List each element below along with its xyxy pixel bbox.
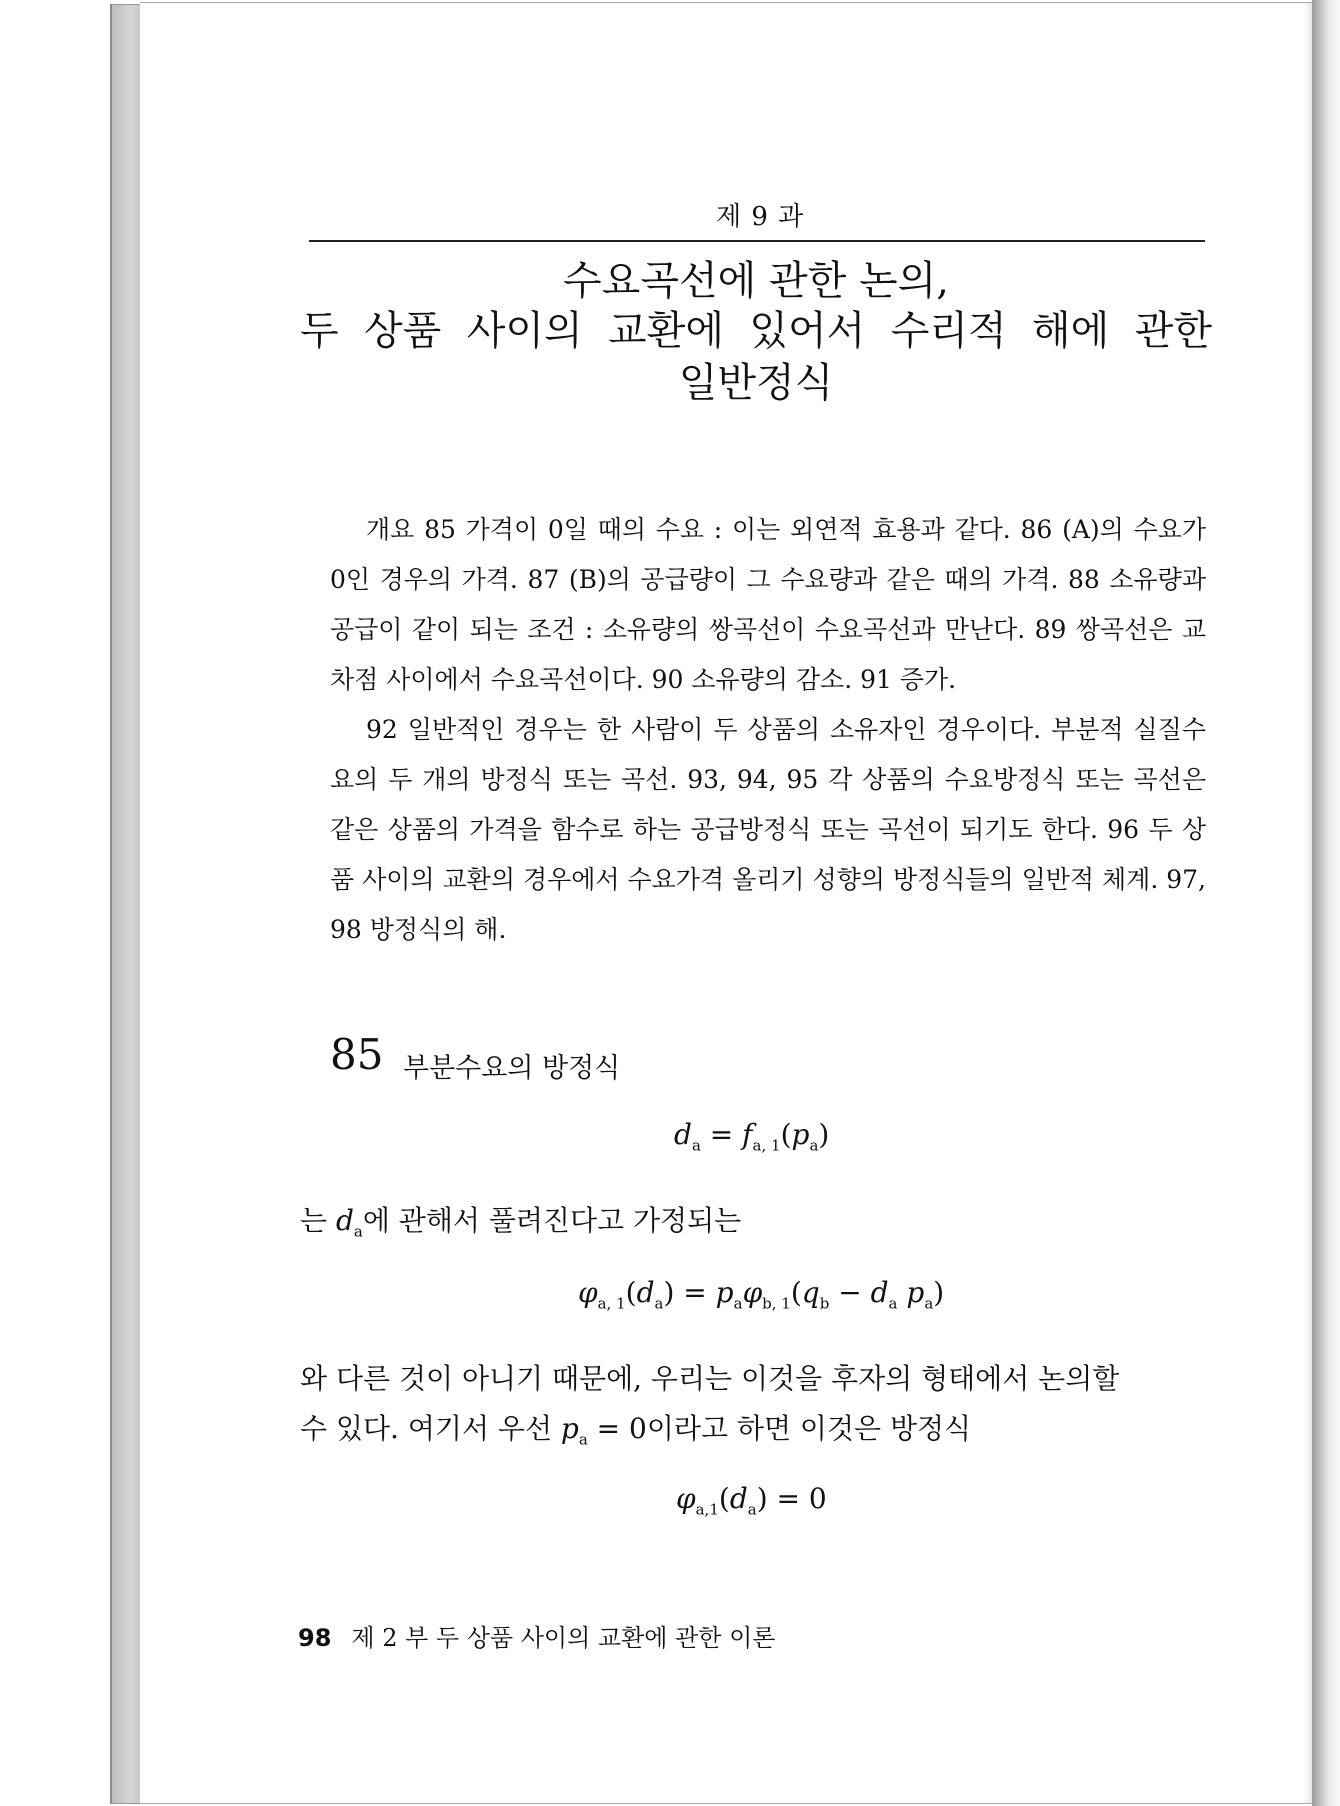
eq2-minus: − bbox=[829, 1276, 871, 1309]
equation-phi-relation bbox=[578, 1276, 944, 1313]
chapter-summary bbox=[330, 505, 1206, 955]
eq2-close2: ) bbox=[933, 1276, 945, 1309]
eq2-phi1: φ bbox=[578, 1276, 598, 1309]
eq1-equals: = bbox=[700, 1118, 743, 1151]
body-paragraph-1 bbox=[300, 1196, 1206, 1257]
eq2-open1: ( bbox=[625, 1276, 637, 1309]
title-line-2: 두 상품 사이의 교환에 있어서 수리적 해에 관한 bbox=[300, 308, 1212, 354]
equation-phi-zero bbox=[676, 1482, 827, 1519]
running-footer-part: 제 2 부 두 상품 사이의 교환에 관한 이론 bbox=[351, 1624, 776, 1652]
eq2-phi2-sub: b, 1 bbox=[762, 1294, 791, 1313]
eq1-lhs-sub: a bbox=[691, 1136, 701, 1155]
p2-var: p bbox=[560, 1412, 579, 1445]
summary-paragraph-2: 92 일반적인 경우는 한 사람이 두 상품의 소유자인 경우이다. 부분적 실질수요의 두 개의 방정식 또는 곡선. 93, 94, 95 각 상품의 수요방정식 또는 곡선은 같은 상품의 가격을 함수로 하는 공급방정식 또는 곡선이 되기도 한다. 96 두 상품 사이의 교환의 경우에서 수요가격 올리기 성향의 방정식들의 일반적 체계. 97, 98 방정식의 해. bbox=[330, 715, 1206, 944]
p2-line2-pre: 수 있다. 여기서 우선 bbox=[300, 1412, 561, 1445]
eq2-equals: = bbox=[674, 1276, 716, 1309]
summary-paragraph-1: 개요 85 가격이 0일 때의 수요 : 이는 외연적 효용과 같다. 86 (A)의 수요가 0인 경우의 가격. 87 (B)의 공급량이 그 수요량과 같은 때의 가격. 88 소유량과 공급이 같이 되는 조건 : 소유량의 쌍곡선이 수요곡선과 만난다. 89 쌍곡선은 교차점 사이에서 수요곡선이다. 90 소유량의 감소. 91 증가. bbox=[330, 515, 1206, 694]
p1-post: 에 관해서 풀려진다고 가정되는 bbox=[362, 1204, 742, 1237]
eq2-d2-sub: a bbox=[888, 1294, 898, 1313]
title-line-3: 일반정식 bbox=[678, 360, 834, 406]
title-line-1: 수요곡선에 관한 논의, bbox=[563, 258, 949, 304]
page-number: 98 bbox=[298, 1624, 332, 1652]
eq1-open: ( bbox=[780, 1118, 792, 1151]
eq3-open: ( bbox=[718, 1482, 730, 1515]
eq2-open2: ( bbox=[790, 1276, 802, 1309]
eq2-p2-sub: a bbox=[924, 1294, 934, 1313]
equation-demand-function bbox=[674, 1118, 829, 1155]
eq2-p: p bbox=[715, 1276, 734, 1309]
body-paragraph-2 bbox=[300, 1354, 1206, 1465]
eq1-arg: p bbox=[791, 1118, 810, 1151]
eq2-d2: d bbox=[870, 1276, 889, 1309]
eq2-d: d bbox=[636, 1276, 655, 1309]
body-line-1 bbox=[300, 1196, 1206, 1257]
eq2-phi1-sub: a, 1 bbox=[597, 1294, 626, 1313]
eq3-phi-sub: a,1 bbox=[695, 1500, 719, 1519]
p1-pre: 는 bbox=[300, 1204, 336, 1237]
eq1-fn: f bbox=[742, 1118, 753, 1151]
chapter-label: 제 9 과 bbox=[716, 202, 805, 232]
body-line-2: 와 다른 것이 아니기 때문에, 우리는 이것을 후자의 형태에서 논의할 bbox=[300, 1362, 1120, 1395]
eq3-close: ) bbox=[756, 1482, 768, 1515]
p1-var-sub: a bbox=[353, 1222, 363, 1241]
eq2-d-sub: a bbox=[654, 1294, 664, 1313]
eq3-rhs: = 0 bbox=[767, 1482, 827, 1515]
eq1-arg-sub: a bbox=[809, 1136, 819, 1155]
eq1-fn-sub: a, 1 bbox=[752, 1136, 781, 1155]
p1-var: d bbox=[335, 1204, 354, 1237]
eq2-phi2: φ bbox=[742, 1276, 763, 1309]
section-number: 85 bbox=[330, 1030, 384, 1079]
eq3-d-sub: a bbox=[747, 1500, 757, 1519]
book-spine-edge bbox=[110, 4, 142, 1804]
section-title: 부분수요의 방정식 bbox=[403, 1053, 621, 1084]
eq2-q-sub: b bbox=[819, 1294, 830, 1313]
page-footer bbox=[298, 1618, 775, 1653]
body-line-3 bbox=[300, 1404, 1206, 1465]
eq1-close: ) bbox=[818, 1118, 830, 1151]
eq2-q: q bbox=[801, 1276, 820, 1309]
page-shadow bbox=[1312, 0, 1340, 1806]
eq2-close1: ) bbox=[663, 1276, 675, 1309]
eq1-lhs: d bbox=[674, 1118, 692, 1151]
p2-line2-post: = 0이라고 하면 이것은 방정식 bbox=[587, 1412, 972, 1445]
p2-var-sub: a bbox=[578, 1430, 588, 1449]
eq2-p-sub: a bbox=[733, 1294, 743, 1313]
eq3-d: d bbox=[729, 1482, 748, 1515]
eq3-phi: φ bbox=[676, 1482, 696, 1515]
header-rule bbox=[309, 240, 1205, 242]
eq2-p2: p bbox=[897, 1276, 925, 1309]
